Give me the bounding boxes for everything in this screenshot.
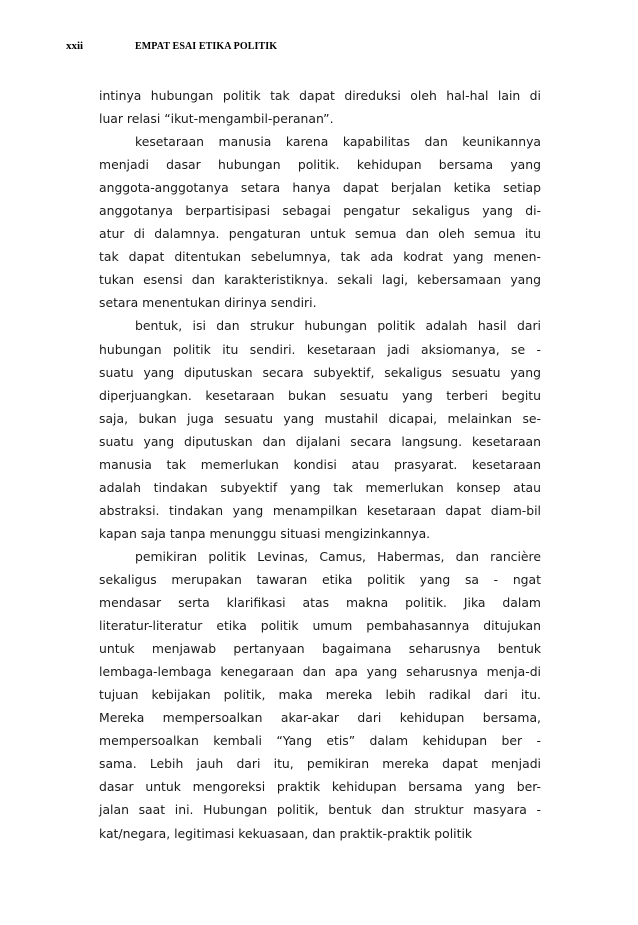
text-line: abstraksi. tindakan yang menampilkan kesetaraan dapat diam-bil [99,502,541,518]
text-line: literatur-literatur etika politik umum pembahasannya ditujukan [99,618,541,634]
text-line: bentuk, isi dan strukur hubungan politik adalah hasil dari [135,318,541,334]
text-line: jalan saat ini. Hubungan politik, bentuk dan struktur masyara - [99,802,541,818]
text-line: tak dapat ditentukan sebelumnya, tak ada kodrat yang menen- [99,249,541,265]
text-line: tukan esensi dan karakteristiknya. sekali lagi, kebersamaan yang [99,272,541,288]
text-line: dasar untuk mengoreksi praktik kehidupan bersama yang ber- [99,779,541,795]
text-line: kesetaraan manusia karena kapabilitas dan keunikannya [135,134,541,150]
text-line: hubungan politik itu sendiri. kesetaraan jadi aksiomanya, se - [99,341,541,357]
page-number: xxii [66,40,84,52]
text-line: saja, bukan juga sesuatu yang mustahil dicapai, melainkan se- [99,410,541,426]
text-line: pemikiran politik Levinas, Camus, Habermas, dan rancière [135,548,541,564]
text-line: mendasar serta klarifikasi atas makna politik. Jika dalam [99,595,541,611]
text-line: anggotanya berpartisipasi sebagai pengatur sekaligus yang di- [99,203,541,219]
text-line: manusia tak memerlukan kondisi atau prasyarat. kesetaraan [99,456,541,472]
text-line: kapan saja tanpa menunggu situasi mengizinkannya. [99,525,431,541]
body-text [99,84,541,845]
text-line: setara menentukan dirinya sendiri. [99,295,317,311]
text-line: mempersoalkan kembali “Yang etis” dalam kehidupan ber - [99,733,541,749]
text-line: atur di dalamnya. pengaturan untuk semua dan oleh semua itu [99,226,541,242]
text-line: tujuan kebijakan politik, maka mereka lebih radikal dari itu. [99,687,541,703]
text-line: anggota-anggotanya setara hanya dapat berjalan ketika setiap [99,180,541,196]
text-line: suatu yang diputuskan secara subyektif, sekaligus sesuatu yang [99,364,541,380]
running-title: EMPAT ESAI ETIKA POLITIK [135,41,278,52]
text-line: diperjuangkan. kesetaraan bukan sesuatu yang terberi begitu [99,387,541,403]
text-line: suatu yang diputuskan dan dijalani secara langsung. kesetaraan [99,433,541,449]
text-line: menjadi dasar hubungan politik. kehidupan bersama yang [99,157,541,173]
running-head [66,40,277,60]
text-line: luar relasi “ikut-mengambil-peranan”. [99,111,334,127]
text-line: intinya hubungan politik tak dapat direduksi oleh hal-hal lain di [99,88,541,103]
text-line: adalah tindakan subyektif yang tak memerlukan konsep atau [99,479,541,495]
text-line: sekaligus merupakan tawaran etika politik yang sa - ngat [99,571,541,587]
text-line: lembaga-lembaga kenegaraan dan apa yang seharusnya menja-di [99,664,541,680]
text-line: untuk menjawab pertanyaan bagaimana seharusnya bentuk [99,641,541,657]
text-line: Mereka mempersoalkan akar-akar dari kehidupan bersama, [99,710,541,726]
text-line: kat/negara, legitimasi kekuasaan, dan praktik-praktik politik [99,825,473,841]
text-line: sama. Lebih jauh dari itu, pemikiran mereka dapat menjadi [99,756,541,772]
